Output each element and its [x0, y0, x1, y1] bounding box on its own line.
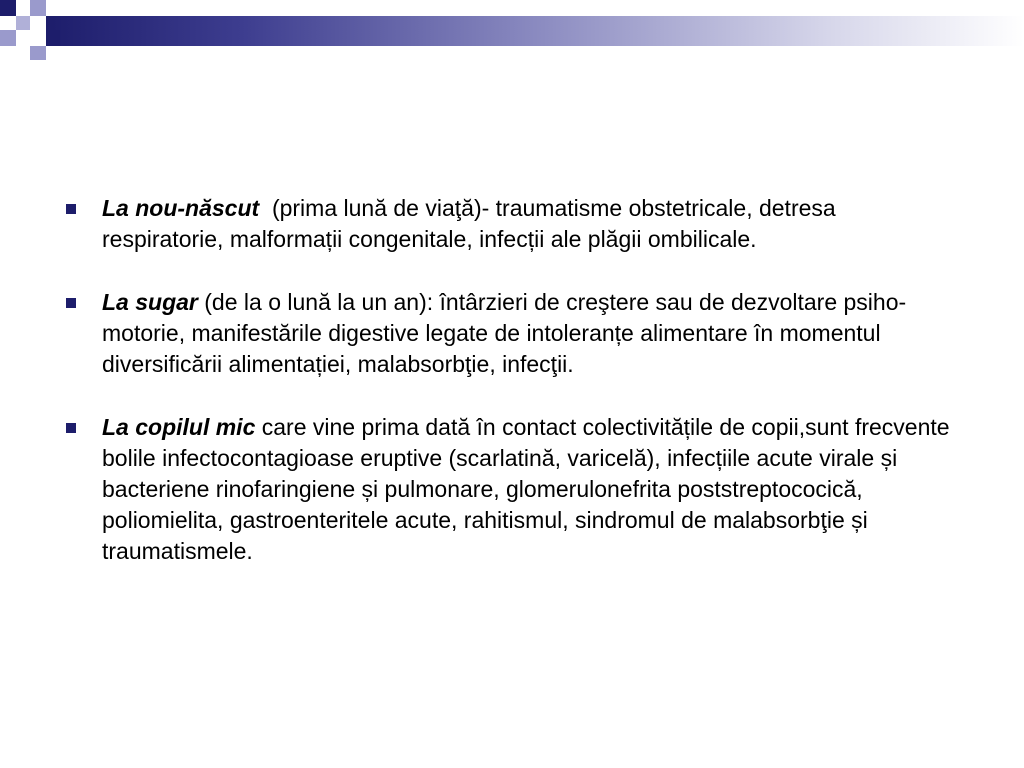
decor-square [30, 46, 46, 60]
bullet-term: La nou-născut [102, 195, 260, 221]
decor-square [30, 16, 46, 46]
bullet-term: La sugar [102, 289, 198, 315]
bullet-text [102, 193, 960, 255]
bullet-description: (de la o lună la un an): întârzieri de creştere sau de dezvoltare psiho-motorie, manifestările digestive legate de intoleranțe alimentare în momentul diversificării alimentației, malabsorbţie, infecţii. [102, 289, 907, 377]
bullet-item-newborn [60, 193, 960, 255]
bullet-description: care vine prima dată în contact colectivitățile de copii,sunt frecvente bolile infectocontagioase eruptive (scarlatină, varicelă), infecțiile acute virale și bacteriene rinofaringiene și pulmonare, glomerulonefrita poststreptococică, poliomielita, gastroenteritele acute, rahitismul, sindromul de malabsorbţie și traumatismele. [102, 414, 956, 564]
header-decoration [0, 0, 1024, 62]
decor-square [30, 0, 46, 16]
decor-square [16, 0, 30, 16]
decor-square [0, 16, 16, 30]
slide-body [60, 193, 960, 599]
decor-square [0, 30, 16, 46]
decor-square [46, 30, 60, 46]
decor-square [0, 0, 16, 16]
bullet-item-infant [60, 287, 960, 380]
bullet-text [102, 287, 960, 380]
header-gradient-bar [46, 16, 1024, 46]
square-bullet-icon [66, 298, 76, 308]
square-bullet-icon [66, 204, 76, 214]
bullet-text [102, 412, 960, 567]
bullet-item-toddler [60, 412, 960, 567]
square-bullet-icon [66, 423, 76, 433]
bullet-term: La copilul mic [102, 414, 256, 440]
bullet-description: (prima lună de viaţă)- traumatisme obstetricale, detresa respiratorie, malformații congenitale, infecții ale plăgii ombilicale. [102, 195, 843, 252]
decor-square [16, 16, 30, 30]
decor-square [16, 30, 30, 46]
